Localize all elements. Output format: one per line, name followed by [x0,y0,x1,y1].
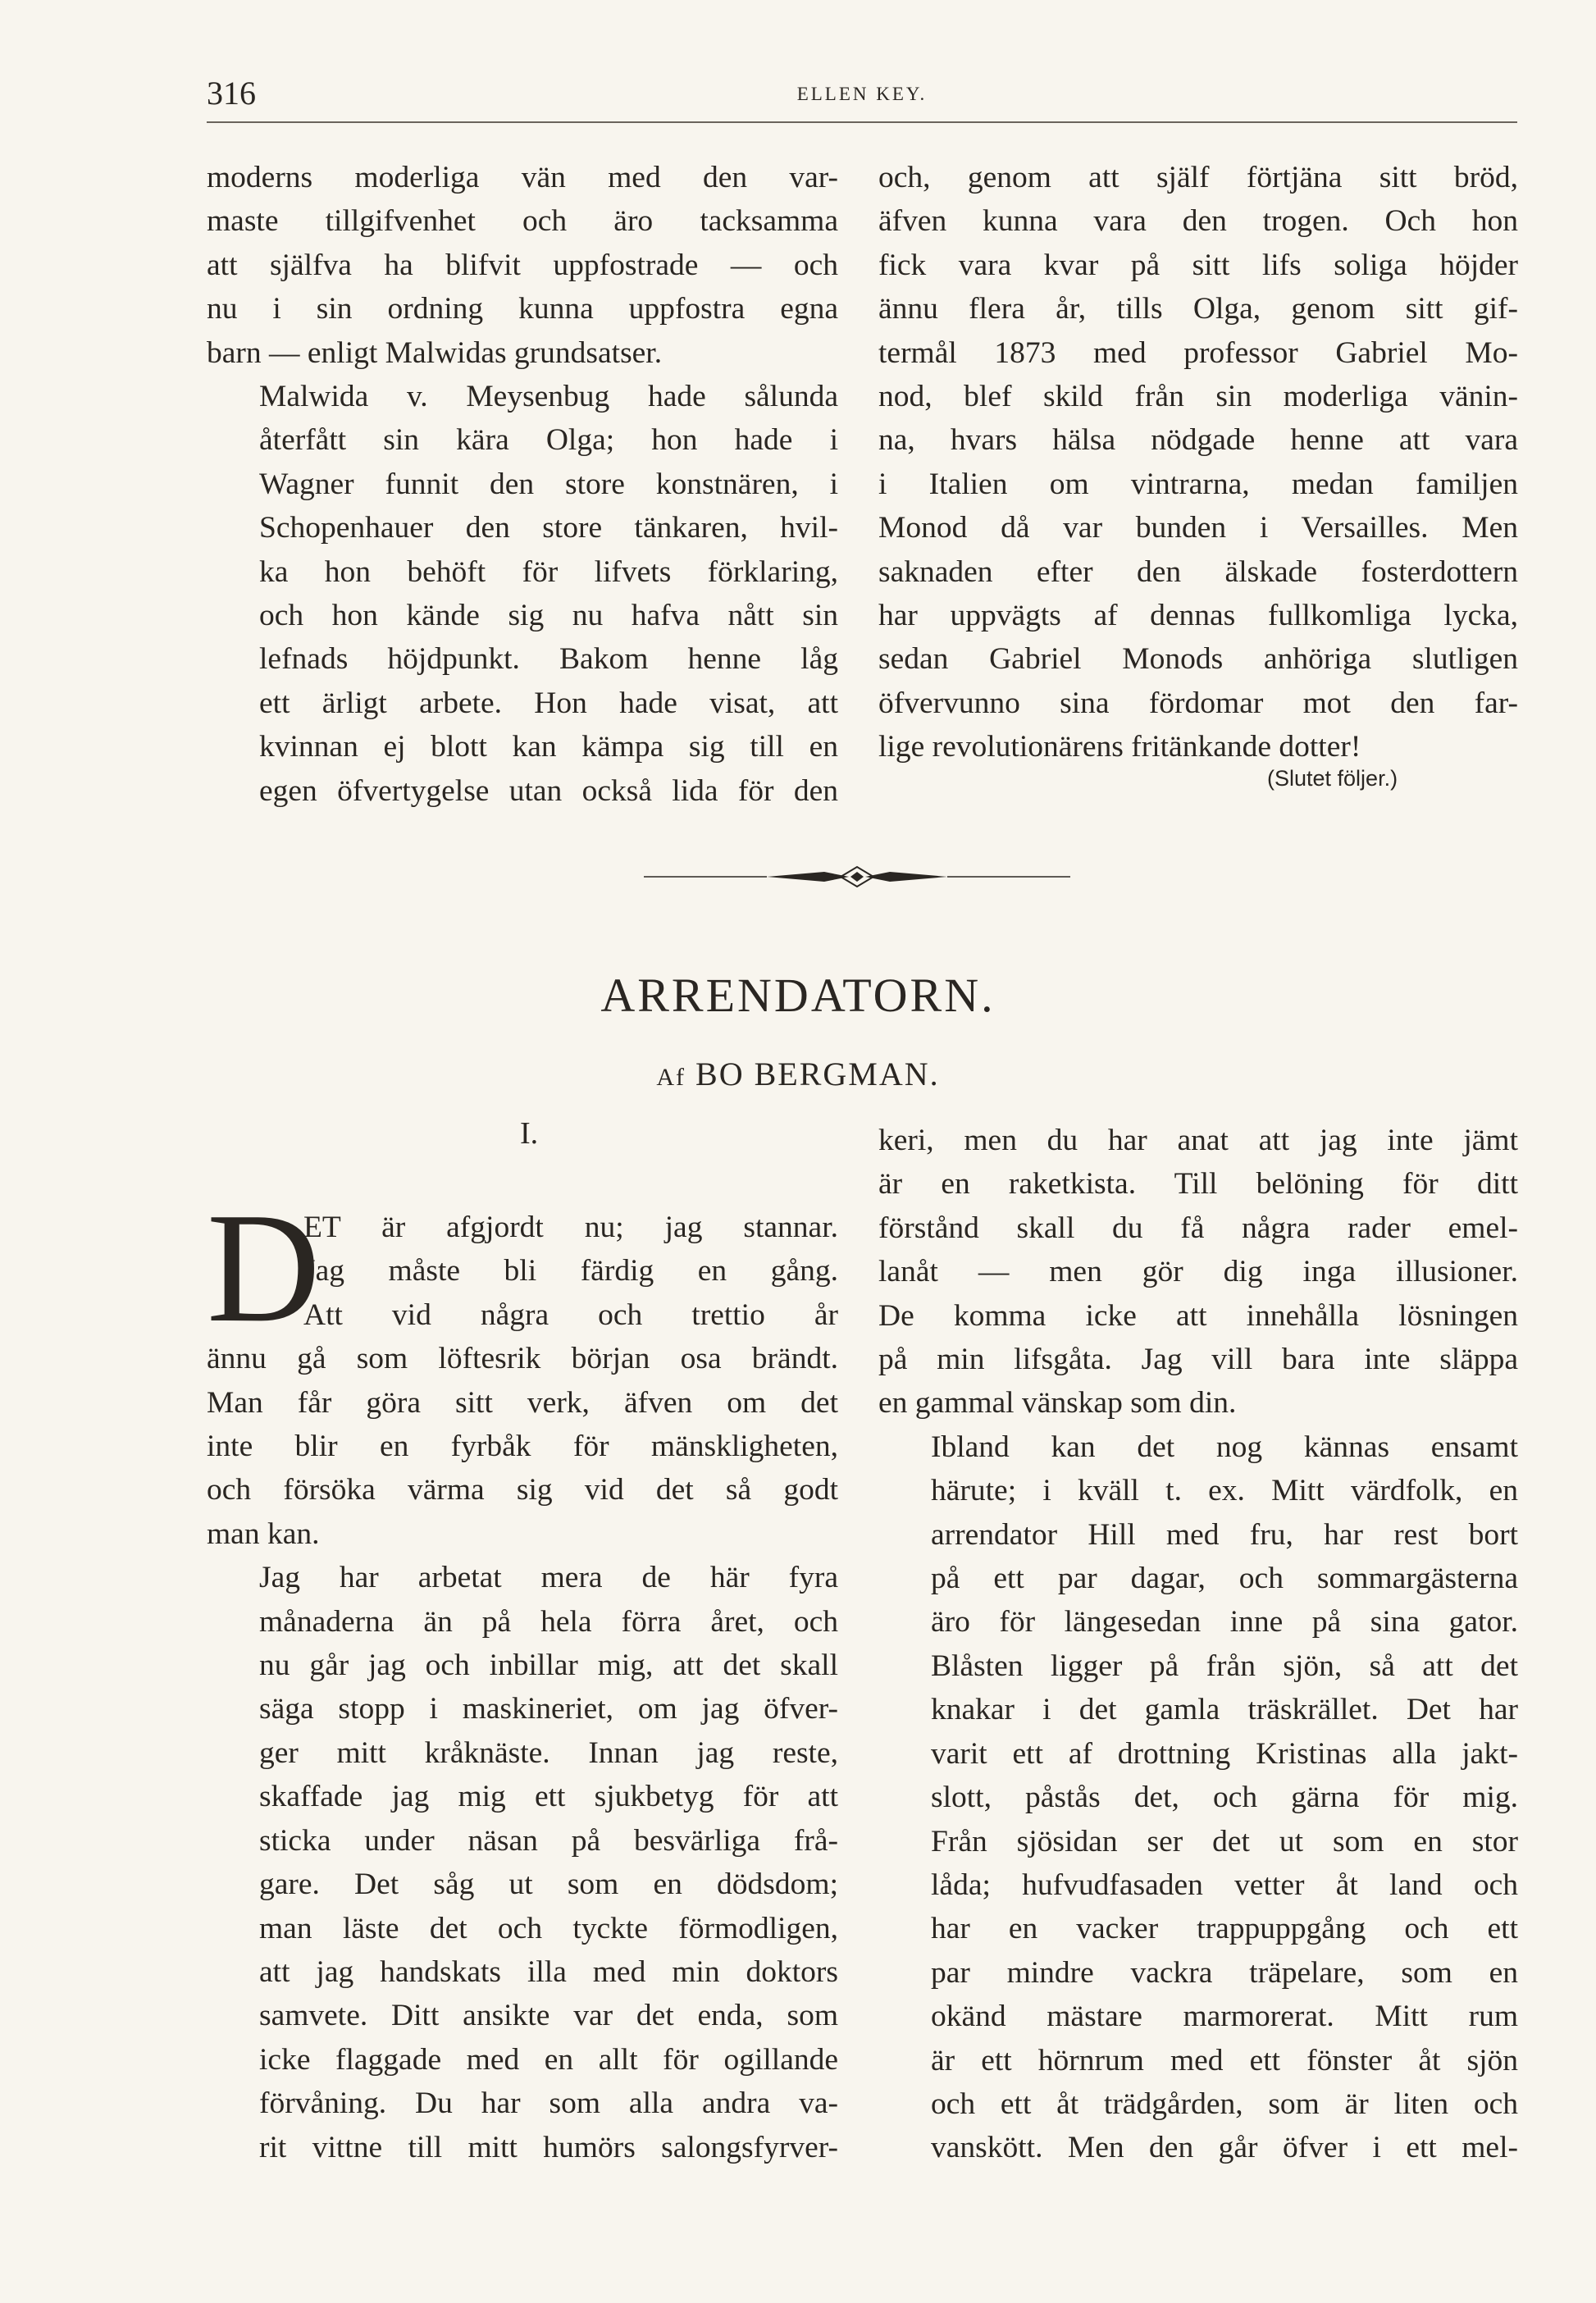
text-line: slott, påstås det, och gärna för mig. [931,1781,1518,1815]
text-line: på min lifsgåta. Jag vill bara inte släppa [878,1343,1518,1377]
text-line: icke flaggade med en allt för ogillande [259,2042,838,2077]
text-line: att själfva ha blifvit uppfostrade — och [207,248,838,282]
text-line: ännu flera år, tills Olga, genom sitt gif- [878,292,1518,326]
story-paragraph [878,1425,1518,2170]
text-line: sticka under näsan på besvärliga frå- [259,1823,838,1858]
text-line: återfått sin kära Olga; hon hade i [259,423,838,458]
text-line: förstånd skall du få några rader emel- [878,1211,1518,1245]
text-line: skaffade jag mig ett sjukbetyg för att [259,1780,838,1814]
story-paragraph [207,1556,838,2169]
text-line: varit ett af drottning Kristinas alla jakt- [931,1736,1518,1771]
text-line: månaderna än på hela förra året, och [259,1604,838,1639]
text-line: man läste det och tyckte förmodligen, [259,1911,838,1945]
header-rule [207,121,1517,123]
essay-column-right [878,156,1518,769]
text-line: förvåning. Du har som alla andra va- [259,2086,838,2121]
story-paragraph [207,1206,838,1556]
text-line: på ett par dagar, och sommargästerna [931,1562,1518,1596]
story-column-right [878,1119,1518,2170]
essay-paragraph [878,156,1518,769]
text-line: nod, blef skild från sin moderliga vänin- [878,380,1518,414]
story-title: ARRENDATORN. [600,969,996,1022]
story-column-left [207,1206,838,2169]
text-line: Blåsten ligger på från sjön, så att det [931,1649,1518,1683]
text-line: är en raketkista. Till belöning för ditt [878,1167,1518,1202]
text-line: egen öfvertygelse utan också lida för den [259,773,838,808]
text-line: ännu gå som löftesrik början osa brändt. [207,1342,838,1376]
text-line: härute; i kväll t. ex. Mitt värdfolk, en [931,1474,1518,1508]
text-line: ka hon behöft för lifvets förklaring, [259,554,838,589]
page-number: 316 [207,75,256,112]
running-head: ELLEN KEY. [796,84,928,104]
text-line: och försöka värma sig vid det så godt [207,1473,838,1507]
text-line: har uppvägts af dennas fullkomliga lycka, [878,599,1518,633]
text-line: Från sjösidan ser det ut som en stor [931,1824,1518,1858]
text-line: Malwida v. Meysenbug hade sålunda [259,380,838,414]
text-line: par mindre vackra träpelare, som en [931,1955,1518,1990]
essay-column-left [207,156,838,813]
text-line: knakar i det gamla träskrället. Det har [931,1693,1518,1727]
text-line: saknaden efter den älskade fosterdottern [878,554,1518,589]
drop-cap: D [207,1180,321,1355]
text-line: na, hvars hälsa nödgade henne att vara [878,423,1518,458]
text-line: De komma icke att innehålla lösningen [878,1298,1518,1333]
section-number: I. [520,1116,539,1151]
ornament-divider [644,858,1070,896]
text-line: låda; hufvudfasaden vetter åt land och [931,1867,1518,1902]
text-line: sedan Gabriel Monods anhöriga slutligen [878,642,1518,677]
essay-paragraph [207,375,838,813]
text-line: säga stopp i maskineriet, om jag öfver- [259,1692,838,1726]
text-line: barn — enligt Malwidas grundsatser. [207,335,663,370]
text-line: maste tillgifvenhet och äro tacksamma [207,204,838,239]
text-line: arrendator Hill med fru, har rest bort [931,1517,1518,1552]
text-line: keri, men du har anat att jag inte jämt [878,1124,1518,1157]
text-line: inte blir en fyrbåk för mänskligheten, [207,1430,838,1464]
text-line: Monod då var bunden i Versailles. Men [878,511,1518,545]
to-be-continued-note: (Slutet följer.) [1267,766,1398,791]
text-line: vanskött. Men den går öfver i ett mel- [931,2131,1518,2165]
text-line: i Italien om vintrarna, medan familjen [878,467,1518,501]
text-line: Jag har arbetat mera de här fyra [259,1561,838,1595]
text-line: fick vara kvar på sitt lifs soliga höjder [878,248,1518,282]
text-line: har en vacker trappuppgång och ett [931,1912,1518,1946]
text-line: Wagner funnit den store konstnären, i [259,467,838,501]
text-line: nu går jag och inbillar mig, att det skall [259,1649,838,1683]
text-line: äro för längesedan inne på sina gator. [931,1605,1518,1639]
text-line: och, genom att själf förtjäna sitt bröd, [878,161,1518,194]
text-line: ger mitt kråknäste. Innan jag reste, [259,1735,838,1770]
text-line: att jag handskats illa med min doktors [259,1954,838,1989]
text-line: Ibland kan det nog kännas ensamt [931,1430,1518,1464]
text-line: Man får göra sitt verk, äfven om det [207,1385,838,1420]
text-line: man kan. [207,1516,320,1551]
text-line: termål 1873 med professor Gabriel Mo- [878,335,1518,370]
byline-prefix: Af [656,1064,686,1091]
story-byline [0,1055,1596,1093]
story-paragraph [878,1119,1518,1425]
text-line: lige revolutionärens fritänkande dotter! [878,730,1361,764]
text-line: Schopenhauer den store tänkaren, hvil- [259,511,838,545]
text-line: samvete. Ditt ansikte var det enda, som [259,1999,838,2033]
essay-paragraph [207,156,838,375]
text-line: och hon kände sig nu hafva nått sin [259,599,838,633]
text-line: okänd mästare marmorerat. Mitt rum [931,2000,1518,2034]
text-line: Jag måste bli färdig en gång. [303,1254,838,1288]
text-line: Att vid några och trettio år [303,1297,838,1332]
text-line: ett ärligt arbete. Hon hade visat, att [259,686,838,720]
text-line: en gammal vänskap som din. [878,1386,1237,1421]
text-line: gare. Det såg ut som en dödsdom; [259,1867,838,1902]
text-line: lefnads höjdpunkt. Bakom henne låg [259,642,838,677]
text-line: öfvervunno sina fördomar mot den far- [878,686,1518,720]
text-line: nu i sin ordning kunna uppfostra egna [207,292,838,326]
text-line: ET är afgjordt nu; jag stannar. [303,1211,838,1244]
byline-author: BO BERGMAN. [695,1056,940,1092]
text-line: lanåt — men gör dig inga illusioner. [878,1255,1518,1289]
text-line: är ett hörnrum med ett fönster åt sjön [931,2043,1518,2077]
text-line: kvinnan ej blott kan kämpa sig till en [259,730,838,764]
text-line: rit vittne till mitt humörs salongsfyrver- [259,2130,838,2164]
text-line: äfven kunna vara den trogen. Och hon [878,204,1518,239]
text-line: och ett åt trädgården, som är liten och [931,2086,1518,2121]
text-line: moderns moderliga vän med den var- [207,161,838,194]
page-header [207,74,1517,120]
